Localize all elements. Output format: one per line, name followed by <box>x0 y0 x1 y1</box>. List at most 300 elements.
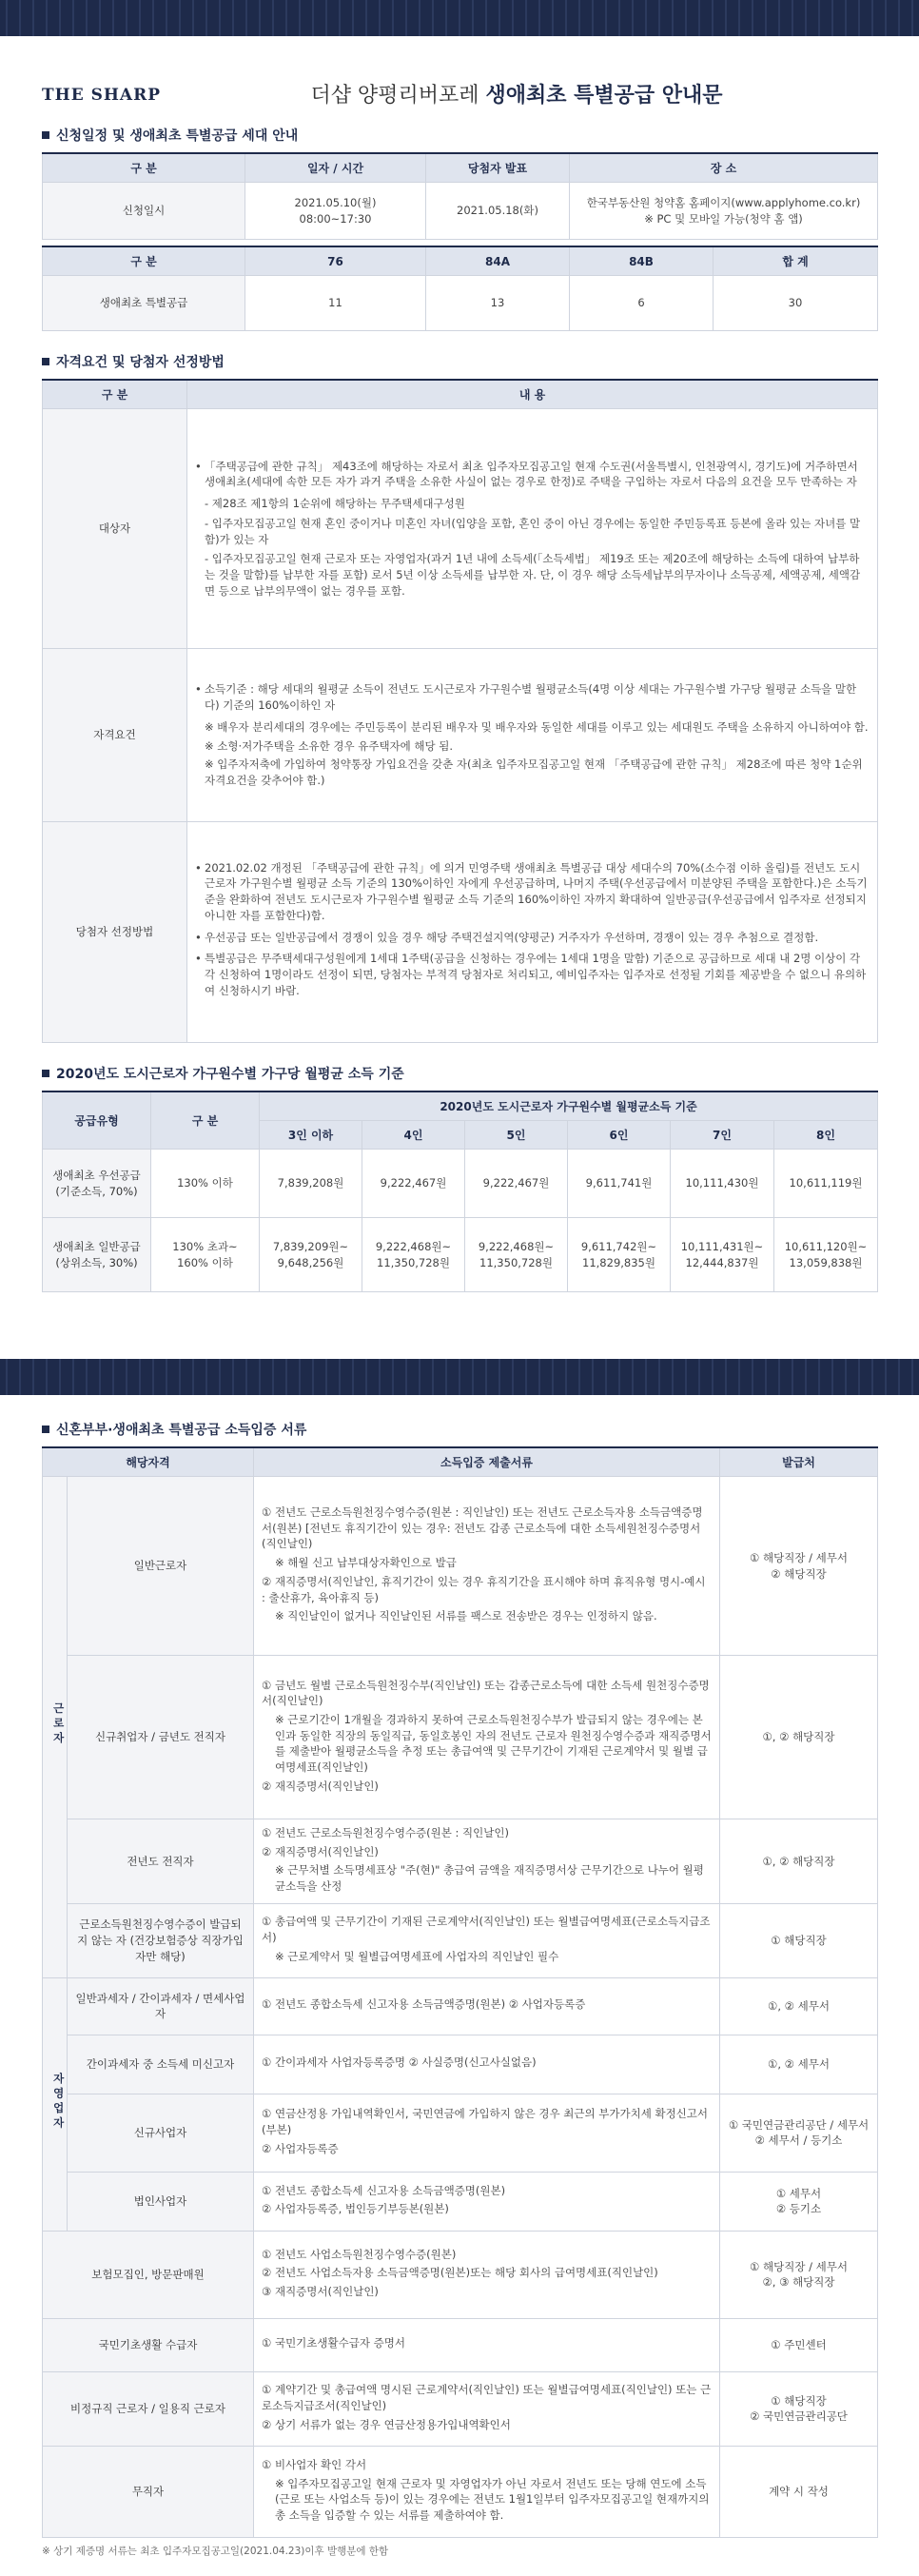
document-item: ① 연금산정용 가입내역확인서, 국민연금에 가입하지 않은 경우 최근의 부가가치세 확정신고서(부본) <box>262 2107 709 2136</box>
document-item: ② 사업자등록증, 법인등기부등본(원본) <box>262 2202 449 2216</box>
table-row <box>43 1903 878 1977</box>
band-stripe <box>419 1359 420 1395</box>
schedule-table <box>42 152 878 240</box>
band-stripe <box>365 1359 367 1395</box>
band-stripe <box>166 0 167 36</box>
band-stripe <box>538 0 540 36</box>
row-label: 자격요건 <box>43 649 187 822</box>
row-label: 생애최초 특별공급 <box>43 276 245 331</box>
band-stripe <box>698 0 700 36</box>
band-stripe <box>72 1359 74 1395</box>
band-stripe <box>685 0 687 36</box>
col-header: 내 용 <box>187 380 878 409</box>
band-stripe <box>645 0 647 36</box>
col-header: 소득입증 제출서류 <box>254 1447 720 1477</box>
band-stripe <box>685 1359 687 1395</box>
document-item: ① 전년도 사업소득원천징수영수증(원본) <box>262 2247 457 2261</box>
band-stripe <box>725 0 727 36</box>
band-stripe <box>778 1359 780 1395</box>
band-stripe <box>392 0 394 36</box>
list-item: - 입주자모집공고일 현재 근로자 또는 자영업자(과거 1년 내에 소득세(「소득세법」 제19조 또는 제20조에 해당하는 소득에 대하여 납부하는 것을 말함)를 납부한 자를 포함) 로서 5년 이상 소득세를 납부한 자. 단, 이 경우 해당 소득세납부의무자이나 소득공제, 세액공제, 세액감면 등으로 납부의무액이 없는 경우를 포함. <box>205 552 861 598</box>
documents-table <box>42 1446 878 2538</box>
band-stripe <box>179 0 181 36</box>
band-stripe <box>472 1359 474 1395</box>
band-stripe <box>219 0 221 36</box>
schedule-date: 2021.05.10(월) <box>294 195 377 209</box>
band-stripe <box>765 1359 767 1395</box>
square-bullet-icon <box>42 1426 49 1433</box>
band-stripe <box>898 1359 900 1395</box>
band-stripe <box>499 1359 500 1395</box>
table-row <box>43 2035 878 2094</box>
band-stripe <box>99 1359 101 1395</box>
col-header: 6인 <box>568 1121 671 1150</box>
document-item: ① 국민기초생활수급자 증명서 <box>262 2336 405 2350</box>
document-item: ① 전년도 종합소득세 신고자용 소득금액증명(원본) ② 사업자등록증 <box>262 1997 586 2012</box>
col-header: 구 분 <box>43 153 245 183</box>
page-title <box>0 79 919 108</box>
document-item: ② 상기 서류가 없는 경우 연금산정용가입내역확인서 <box>262 2417 511 2431</box>
col-header: 구 분 <box>151 1091 260 1150</box>
document-item: ※ 해월 신고 납부대상자확인으로 발급 <box>275 1556 457 1570</box>
document-item: ② 전년도 사업소득자용 소득금액증명(원본)또는 해당 회사의 급여명세표(직인날인) <box>262 2266 658 2280</box>
table-row <box>43 2094 878 2172</box>
documents-cell <box>254 1656 720 1819</box>
issuer-cell: ①, ② 세무서 <box>720 2035 878 2094</box>
band-stripe <box>658 0 660 36</box>
band-stripe <box>19 0 21 36</box>
band-stripe <box>419 0 420 36</box>
document-item: ※ 근무처별 소득명세표상 "주(현)" 총급여 금액을 재직증명서상 근무기간으로 나누어 월평균소득을 산정 <box>275 1863 704 1894</box>
square-bullet-icon <box>42 131 49 139</box>
band-stripe <box>86 0 88 36</box>
band-stripe <box>272 1359 274 1395</box>
income-value: 9,611,741원 <box>568 1150 671 1218</box>
document-list <box>262 2106 712 2156</box>
col-header: 공급유형 <box>43 1091 151 1150</box>
band-stripe <box>792 1359 793 1395</box>
row-label: 생애최초 일반공급 (상위소득, 30%) <box>43 1218 151 1292</box>
list-item: - 입주자모집공고일 현재 혼인 중이거나 미혼인 자녀(입양을 포함, 혼인 중이 아닌 경우에는 동일한 주민등록표 등본에 올라 있는 자녀를 말함)가 있는 자 <box>205 516 861 546</box>
band-stripe <box>59 1359 61 1395</box>
band-stripe <box>632 1359 634 1395</box>
footnote: ※ 상기 제증명 서류는 최초 입주자모집공고일(2021.04.23)이후 발행분에 한함 <box>42 2545 389 2557</box>
document-item: ① 전년도 근로소득원천징수영수증(원본 : 직인날인) 또는 전년도 근로소득자용 소득금액증명서(원본) [전년도 휴직기간이 있는 경우: 전년도 갑종 근로소득에 대한 소득세원천징수증명서(직인날인) <box>262 1505 703 1551</box>
income-value: 7,839,209원~ 9,648,256원 <box>260 1218 362 1292</box>
top-decor-band <box>0 0 919 36</box>
band-stripe <box>618 1359 620 1395</box>
col-group-header: 2020년도 도시근로자 가구원수별 월평균소득 기준 <box>260 1091 878 1121</box>
document-list <box>262 1914 712 1964</box>
section-title-text: 신혼부부·생애최초 특별공급 소득입증 서류 <box>56 1423 307 1438</box>
documents-cell <box>254 1903 720 1977</box>
band-stripe <box>6 0 8 36</box>
band-stripe <box>845 0 847 36</box>
band-stripe <box>512 1359 514 1395</box>
band-stripe <box>405 0 407 36</box>
row-label: 법인사업자 <box>68 2172 254 2231</box>
band-stripe <box>259 1359 261 1395</box>
documents-cell <box>254 2094 720 2172</box>
document-list <box>262 1996 712 2013</box>
band-stripe <box>312 1359 314 1395</box>
income-table <box>42 1091 878 1292</box>
band-stripe <box>312 0 314 36</box>
band-stripe <box>32 1359 34 1395</box>
place-cell <box>570 183 878 240</box>
income-value: 7,839,208원 <box>260 1150 362 1218</box>
row-label: 근로소득원천징수영수증이 발급되지 않는 자 (건강보험증상 직장가입자만 해당) <box>68 1903 254 1977</box>
square-bullet-icon <box>42 1070 49 1077</box>
table-row <box>43 1977 878 2035</box>
band-stripe <box>325 1359 327 1395</box>
document-item: ① 금년도 월별 근로소득원천징수부(직인날인) 또는 갑종근로소득에 대한 소득세 원천징수증명서(직인날인) <box>262 1678 710 1708</box>
band-stripe <box>831 1359 833 1395</box>
documents-cell <box>254 1977 720 2035</box>
issuer-cell: ① 해당직장 ② 국민연금관리공단 <box>720 2371 878 2446</box>
band-stripe <box>885 0 887 36</box>
table-row <box>43 2318 878 2371</box>
band-stripe <box>166 1359 167 1395</box>
band-stripe <box>46 0 48 36</box>
band-stripe <box>805 0 807 36</box>
place-main: 한국부동산원 청약홈 홈페이지(www.applyhome.co.kr) <box>586 195 861 209</box>
issuer-cell: ① 주민센터 <box>720 2318 878 2371</box>
band-stripe <box>858 1359 860 1395</box>
band-stripe <box>765 0 767 36</box>
group-label-text: 근로자 <box>51 1702 66 1747</box>
band-stripe <box>818 1359 820 1395</box>
band-stripe <box>565 1359 567 1395</box>
col-header: 발급처 <box>720 1447 878 1477</box>
income-value: 9,222,467원 <box>465 1150 568 1218</box>
section-title-text: 자격요건 및 당첨자 선정방법 <box>56 355 225 370</box>
band-stripe <box>245 0 247 36</box>
title-highlight: 생애최초 특별공급 안내문 <box>485 84 723 108</box>
band-stripe <box>645 1359 647 1395</box>
row-label: 무직자 <box>43 2446 254 2537</box>
unit-count: 13 <box>426 276 570 331</box>
income-value: 9,222,468원~ 11,350,728원 <box>465 1218 568 1292</box>
band-stripe <box>672 1359 674 1395</box>
row-label: 일반과세자 / 간이과세자 / 면세사업자 <box>68 1977 254 2035</box>
band-stripe <box>911 1359 913 1395</box>
band-stripe <box>578 1359 580 1395</box>
band-stripe <box>565 0 567 36</box>
unit-total: 30 <box>714 276 878 331</box>
band-stripe <box>632 0 634 36</box>
bullet-list <box>195 459 870 490</box>
row-label: 일반근로자 <box>68 1477 254 1656</box>
col-header: 당첨자 발표 <box>426 153 570 183</box>
band-stripe <box>605 0 607 36</box>
issuer-cell: ① 해당직장 / 세무서 ②, ③ 해당직장 <box>720 2231 878 2318</box>
band-stripe <box>59 0 61 36</box>
brand-logo: THE SHARP <box>42 86 162 105</box>
band-stripe <box>352 1359 354 1395</box>
band-stripe <box>712 1359 714 1395</box>
band-stripe <box>605 1359 607 1395</box>
band-stripe <box>179 1359 181 1395</box>
band-stripe <box>365 0 367 36</box>
band-stripe <box>339 0 341 36</box>
col-header: 7인 <box>671 1121 774 1150</box>
col-header: 84B <box>570 246 714 276</box>
list-item: • 2021.02.02 개정된 「주택공급에 관한 규칙」에 의거 민영주택 생애최초 특별공급 대상 세대수의 70%(소수점 이하 올림)를 전년도 도시근로자 가구원수별 월평균 소득 기준의 130%이하인 자에게 우선공급하며, 나머지 주택(우선공급에서 미분양된 주택을 포함한다.)은 소득기준을 완화하여 전년도 도시근로자 가구원수별 월평균 소득 기준의 160%이하인 자까지 확대하여 일반공급(우선공급에서 입주자로 선정되지 아니한 자를 포함한다)함. <box>195 860 870 924</box>
content-cell <box>187 822 878 1043</box>
document-item: ※ 직인날인이 없거나 직인날인된 서류를 팩스로 전송받은 경우는 인정하지 않음. <box>275 1609 657 1623</box>
col-header: 76 <box>245 246 426 276</box>
list-item: • 특별공급은 무주택세대구성원에게 1세대 1주택(공급을 신청하는 경우에는 1세대 1명을 말함) 기준으로 공급하므로 세대 내 2명 이상이 각각 신청하여 1명이라도 선정이 되면, 당첨자는 부적격 당첨자로 처리되고, 예비입주자는 입주자로 선정될 기회를 제공받을 수 없으니 유의하여 신청하시기 바람. <box>195 951 870 998</box>
band-stripe <box>898 0 900 36</box>
band-stripe <box>712 0 714 36</box>
band-stripe <box>6 1359 8 1395</box>
document-list <box>262 1504 712 1624</box>
sub-items <box>195 496 870 599</box>
list-item: • 소득기준 : 해당 세대의 월평균 소득이 전년도 도시근로자 가구원수별 월평균소득(4명 이상 세대는 가구원수별 가구당 월평균 소득을 말한다) 기준의 160%이하인 자 <box>195 681 870 713</box>
issuer-cell: ① 해당직장 / 세무서 ② 해당직장 <box>720 1477 878 1656</box>
band-stripe <box>552 0 554 36</box>
document-list <box>262 2247 712 2300</box>
col-header: 구 분 <box>43 380 187 409</box>
table-row <box>43 1477 878 1656</box>
band-stripe <box>445 0 447 36</box>
band-stripe <box>485 0 487 36</box>
document-list <box>262 1678 712 1795</box>
band-stripe <box>139 0 141 36</box>
list-item: - 제28조 제1항의 1순위에 해당하는 무주택세대구성원 <box>205 497 465 511</box>
list-item: ※ 입주자저축에 가입하여 청약통장 가입요건을 갖춘 자(최초 입주자모집공고일 현재 「주택공급에 관한 규칙」 제28조에 따른 청약 1순위 자격요건을 갖추어야 함.) <box>205 757 863 787</box>
documents-body <box>43 1477 878 2538</box>
band-stripe <box>752 0 753 36</box>
row-label: 간이과세자 중 소득세 미신고자 <box>68 2035 254 2094</box>
band-stripe <box>272 0 274 36</box>
row-label: 생애최초 우선공급 (기준소득, 70%) <box>43 1150 151 1218</box>
row-label: 신규취업자 / 금년도 전직자 <box>68 1656 254 1819</box>
band-stripe <box>592 0 594 36</box>
band-stripe <box>485 1359 487 1395</box>
mid-decor-band <box>0 1359 919 1395</box>
document-item: ※ 근로기간이 1개월을 경과하지 못하여 근로소득원천징수부가 발급되지 않는 경우에는 본인과 동일한 직장의 동일직급, 동일호봉인 자의 전년도 근로자 원천징수영수증과 재직증명서를 제출받아 월평균소득을 추정 또는 총급여액 및 근무기간이 기재된 근로계약서 및 월별 급여명세표(직인날인) <box>275 1712 712 1774</box>
income-range: 130% 이하 <box>151 1150 260 1218</box>
band-stripe <box>232 0 234 36</box>
band-stripe <box>858 0 860 36</box>
header <box>0 36 919 112</box>
row-label: 신청일시 <box>43 183 245 240</box>
eligibility-table <box>42 379 878 1043</box>
list-item: • 「주택공급에 관한 규칙」 제43조에 해당하는 자로서 최초 입주자모집공고일 현재 수도권(서울특별시, 인천광역시, 경기도)에 거주하면서 생애최초(세대에 속한 모든 자가 과거 주택을 소유한 사실이 없는 경우로 한정)로 주택을 구입하는 자로서 다음의 요건을 모두 만족하는 자 <box>195 459 870 490</box>
row-label: 국민기초생활 수급자 <box>43 2318 254 2371</box>
band-stripe <box>86 1359 88 1395</box>
col-header: 8인 <box>774 1121 878 1150</box>
document-item: ※ 입주자모집공고일 현재 근로자 및 자영업자가 아닌 자로서 전년도 또는 당해 연도에 소득(근로 또는 사업소득 등)이 있는 경우에는 전년도 1월1일부터 입주자모집공고일 현재까지의 총 소득을 입증할 수 있는 서류를 제출하여야 함. <box>275 2476 710 2522</box>
band-stripe <box>152 1359 154 1395</box>
row-label: 비정규직 근로자 / 일용직 근로자 <box>43 2371 254 2446</box>
section-income-title <box>42 1043 877 1091</box>
table-row <box>43 1656 878 1819</box>
col-header: 84A <box>426 246 570 276</box>
spacer <box>0 2558 919 2571</box>
document-item: ② 재직증명서(직인날인, 휴직기간이 있는 경우 휴직기간을 표시해야 하며 휴직유형 명시-예시 : 출산휴가, 육아휴직 등) <box>262 1574 706 1604</box>
band-stripe <box>871 1359 873 1395</box>
issuer-cell: ① 해당직장 <box>720 1903 878 1977</box>
col-header: 4인 <box>362 1121 465 1150</box>
income-value: 9,222,468원~ 11,350,728원 <box>362 1218 465 1292</box>
bullet-list <box>195 681 870 713</box>
documents-cell <box>254 1819 720 1904</box>
band-stripe <box>525 1359 527 1395</box>
band-stripe <box>325 0 327 36</box>
band-stripe <box>152 0 154 36</box>
schedule-time: 08:00~17:30 <box>299 211 372 226</box>
income-value: 10,111,430원 <box>671 1150 774 1218</box>
col-header: 5인 <box>465 1121 568 1150</box>
documents-cell <box>254 2371 720 2446</box>
issuer-cell: ①, ② 세무서 <box>720 1977 878 2035</box>
document-item: ③ 재직증명서(직인날인) <box>262 2285 379 2299</box>
band-stripe <box>405 1359 407 1395</box>
band-stripe <box>432 1359 434 1395</box>
document-item: ※ 근로계약서 및 월별급여명세표에 사업자의 직인날인 필수 <box>275 1949 559 1963</box>
band-stripe <box>525 0 527 36</box>
band-stripe <box>618 0 620 36</box>
documents-cell <box>254 2446 720 2537</box>
document-item: ① 계약기간 및 총급여액 명시된 근로계약서(직인날인) 또는 월별급여명세표(직인날인) 또는 근로소득지급조서(직인날인) <box>262 2383 712 2412</box>
document-item: ② 재직증명서(직인날인) <box>262 1779 379 1793</box>
table-row <box>43 1819 878 1904</box>
col-header: 장 소 <box>570 153 878 183</box>
document-list <box>262 2457 712 2524</box>
document-list <box>262 2335 712 2351</box>
income-value: 10,111,431원~ 12,444,837원 <box>671 1218 774 1292</box>
band-stripe <box>192 0 194 36</box>
band-stripe <box>19 1359 21 1395</box>
band-stripe <box>112 1359 114 1395</box>
document-item: ① 비사업자 확인 각서 <box>262 2457 367 2471</box>
band-stripe <box>752 1359 753 1395</box>
section-documents-title <box>42 1395 877 1446</box>
band-stripe <box>99 0 101 36</box>
document-item: ① 총급여액 및 근무기간이 기재된 근로계약서(직인날인) 또는 월별급여명세표(근로소득지급조서) <box>262 1915 711 1944</box>
band-stripe <box>285 1359 287 1395</box>
band-stripe <box>818 0 820 36</box>
band-stripe <box>831 0 833 36</box>
band-stripe <box>778 0 780 36</box>
group-label-text: 자영업자 <box>51 2072 66 2132</box>
group-label-worker <box>43 1477 68 1978</box>
document-item: ① 전년도 종합소득세 신고자용 소득금액증명(원본) <box>262 2183 506 2197</box>
band-stripe <box>805 1359 807 1395</box>
band-stripe <box>32 0 34 36</box>
band-stripe <box>459 1359 460 1395</box>
row-label: 당첨자 선정방법 <box>43 822 187 1043</box>
section-title-text: 2020년도 도시근로자 가구원수별 가구당 월평균 소득 기준 <box>56 1067 404 1082</box>
band-stripe <box>219 1359 221 1395</box>
col-header: 일자 / 시간 <box>245 153 426 183</box>
income-range: 130% 초과~ 160% 이하 <box>151 1218 260 1292</box>
documents-cell <box>254 2318 720 2371</box>
unit-count: 11 <box>245 276 426 331</box>
band-stripe <box>592 1359 594 1395</box>
section-schedule-title <box>42 112 877 152</box>
sub-items <box>195 719 870 789</box>
row-label: 신규사업자 <box>68 2094 254 2172</box>
band-stripe <box>499 0 500 36</box>
band-stripe <box>339 1359 341 1395</box>
band-stripe <box>672 0 674 36</box>
band-stripe <box>871 0 873 36</box>
issuer-cell: ①, ② 해당직장 <box>720 1656 878 1819</box>
band-stripe <box>379 0 381 36</box>
band-stripe <box>738 1359 740 1395</box>
table-row <box>43 2231 878 2318</box>
document-list <box>262 2382 712 2432</box>
documents-cell <box>254 2035 720 2094</box>
band-stripe <box>112 0 114 36</box>
issuer-cell: ① 국민연금관리공단 / 세무서 ② 세무서 / 등기소 <box>720 2094 878 2172</box>
col-header: 해당자격 <box>43 1447 254 1477</box>
band-stripe <box>792 0 793 36</box>
row-label: 보험모집인, 방문판매원 <box>43 2231 254 2318</box>
band-stripe <box>538 1359 540 1395</box>
income-value: 10,611,119원 <box>774 1150 878 1218</box>
band-stripe <box>299 1359 301 1395</box>
announce-date: 2021.05.18(화) <box>426 183 570 240</box>
band-stripe <box>392 1359 394 1395</box>
band-stripe <box>578 0 580 36</box>
band-stripe <box>205 0 207 36</box>
col-header: 합 계 <box>714 246 878 276</box>
list-item: ※ 배우자 분리세대의 경우에는 주민등록이 분리된 배우자 및 배우자와 동일한 세대를 이루고 있는 세대원도 주택을 소유하지 아니하여야 함. <box>205 719 869 734</box>
band-stripe <box>911 0 913 36</box>
band-stripe <box>126 0 127 36</box>
band-stripe <box>738 0 740 36</box>
section-title-text: 신청일정 및 생애최초 특별공급 세대 안내 <box>56 128 299 144</box>
band-stripe <box>658 1359 660 1395</box>
documents-cell <box>254 1477 720 1656</box>
document-list <box>262 2183 712 2217</box>
band-stripe <box>725 1359 727 1395</box>
band-stripe <box>432 0 434 36</box>
band-stripe <box>139 1359 141 1395</box>
documents-cell <box>254 2231 720 2318</box>
document-item: ① 전년도 근로소득원천징수영수증(원본 : 직인날인) <box>262 1826 509 1839</box>
list-item: • 우선공급 또는 일반공급에서 경쟁이 있을 경우 해당 주택건설지역(양평군) 거주자가 우선하며, 경쟁이 있는 경우 추첨으로 결정함. <box>195 930 870 946</box>
band-stripe <box>285 0 287 36</box>
band-stripe <box>698 1359 700 1395</box>
documents-cell <box>254 2172 720 2231</box>
band-stripe <box>205 1359 207 1395</box>
list-item: ※ 소형·저가주택을 소유한 경우 유주택자에 해당 됨. <box>205 738 454 753</box>
place-note: ※ PC 및 모바일 가능(청약 홈 앱) <box>644 211 803 226</box>
band-stripe <box>552 1359 554 1395</box>
band-stripe <box>352 0 354 36</box>
band-stripe <box>885 1359 887 1395</box>
col-header: 구 분 <box>43 246 245 276</box>
document-list <box>262 2055 712 2071</box>
document-list <box>262 1825 712 1895</box>
table-row <box>43 2446 878 2537</box>
band-stripe <box>299 0 301 36</box>
band-stripe <box>192 1359 194 1395</box>
income-value: 9,611,742원~ 11,829,835원 <box>568 1218 671 1292</box>
band-stripe <box>512 0 514 36</box>
issuer-cell: ①, ② 해당직장 <box>720 1819 878 1904</box>
band-stripe <box>259 0 261 36</box>
band-stripe <box>46 1359 48 1395</box>
band-stripe <box>126 1359 127 1395</box>
spacer <box>0 1292 919 1359</box>
